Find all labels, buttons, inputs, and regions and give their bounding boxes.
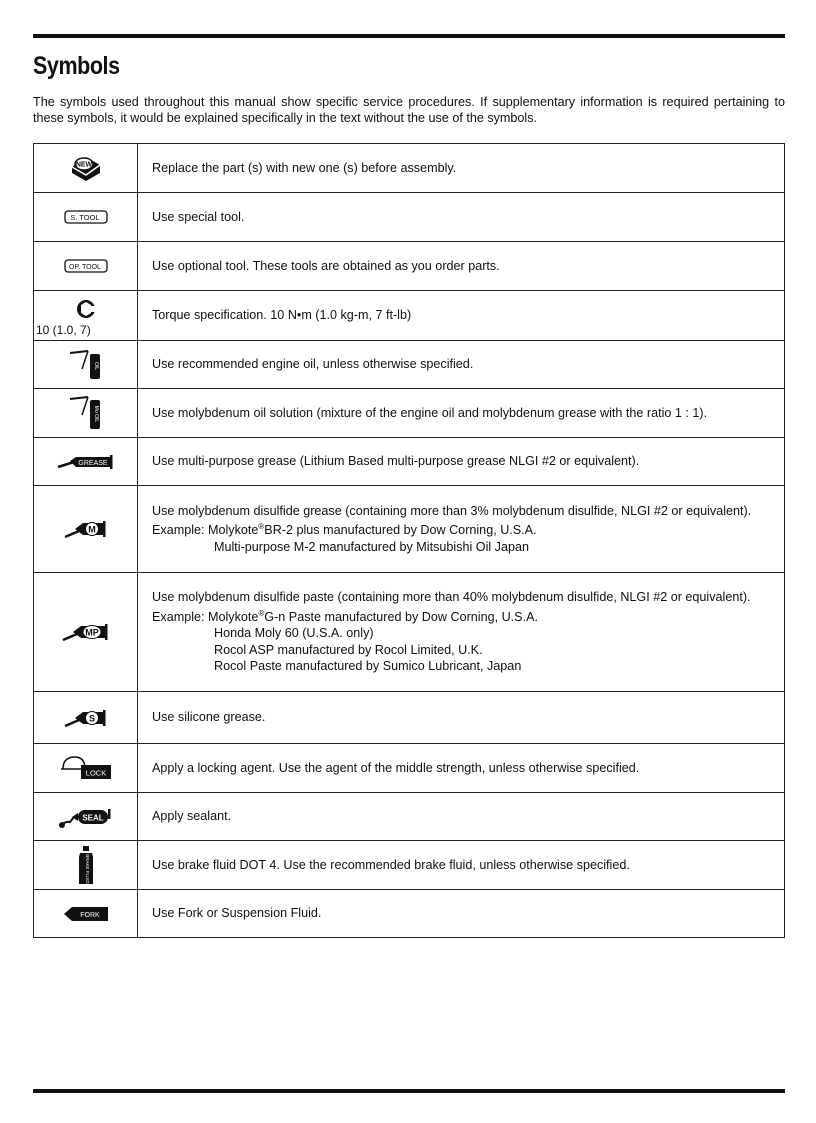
table-row [34, 890, 785, 938]
grease-icon [56, 452, 116, 472]
icon-cell [34, 193, 138, 242]
intro-paragraph: The symbols used throughout this manual show specific service procedures. If supplementary information is required pertaining to these symbols, it would be explained specifically in the text without the use of the symbols. [33, 95, 785, 125]
icon-cell [34, 692, 138, 744]
description-cell: Use molybdenum disulfide grease (containing more than 3% molybdenum disulfide, NLGI #2 or equivalent). Example: Molykote®BR-2 plus manufactured by Dow Corning, U.S.A. Multi-purpose M-2 manufactured by Mitsubishi Oil Japan [138, 486, 785, 573]
svg-text:SEAL: SEAL [81, 813, 104, 822]
engine-oil-icon [68, 349, 104, 381]
symbols-table [33, 143, 785, 938]
svg-text:Mo OIL: Mo OIL [92, 405, 99, 423]
torque-wrench-icon [75, 297, 97, 321]
svg-text:LOCK: LOCK [85, 768, 106, 778]
special-tool-icon [64, 210, 108, 224]
svg-text:NEW: NEW [75, 161, 92, 169]
sealant-icon [58, 805, 114, 829]
icon-cell [34, 890, 138, 938]
icon-cell [34, 573, 138, 692]
moly-grease-icon [63, 517, 109, 541]
fork-fluid-icon [62, 904, 110, 924]
svg-text:OIL: OIL [92, 361, 99, 370]
icon-cell [34, 438, 138, 486]
top-rule [33, 34, 785, 38]
bottom-rule [33, 1089, 785, 1093]
icon-cell [34, 242, 138, 291]
table-row [34, 793, 785, 841]
new-part-icon [69, 153, 103, 183]
locking-agent-icon [59, 755, 113, 781]
icon-cell [34, 144, 138, 193]
svg-text:OP. TOOL: OP. TOOL [68, 264, 101, 272]
svg-text:MP: MP [84, 627, 99, 638]
optional-tool-icon [64, 259, 108, 273]
table-row [34, 573, 785, 692]
icon-cell [34, 291, 138, 341]
silicone-grease-icon [63, 706, 109, 730]
table-row [34, 486, 785, 573]
svg-text:FORK: FORK [79, 911, 100, 919]
description-cell: Use recommended engine oil, unless otherwise specified. [138, 341, 785, 389]
icon-cell [34, 486, 138, 573]
icon-cell [34, 744, 138, 793]
icon-cell [34, 341, 138, 389]
table-row [34, 841, 785, 890]
description-cell: Replace the part (s) with new one (s) before assembly. [138, 144, 785, 193]
description-cell: Use optional tool. These tools are obtained as you order parts. [138, 242, 785, 291]
svg-text:GREASE: GREASE [77, 459, 108, 467]
description-cell: Use brake fluid DOT 4. Use the recommended brake fluid, unless otherwise specified. [138, 841, 785, 890]
table-row [34, 389, 785, 438]
description-cell: Use silicone grease. [138, 692, 785, 744]
table-row [34, 193, 785, 242]
description-cell: Torque specification. 10 N•m (1.0 kg-m, 7 ft-lb) [138, 291, 785, 341]
description-cell: Use multi-purpose grease (Lithium Based multi-purpose grease NLGI #2 or equivalent). [138, 438, 785, 486]
moly-oil-icon [68, 395, 104, 431]
table-row [34, 291, 785, 341]
table-row [34, 144, 785, 193]
table-row [34, 341, 785, 389]
brake-fluid-icon [77, 845, 95, 885]
description-cell: Apply sealant. [138, 793, 785, 841]
icon-cell [34, 841, 138, 890]
description-cell: Use molybdenum oil solution (mixture of the engine oil and molybdenum grease with the ratio 1 : 1). [138, 389, 785, 438]
icon-cell [34, 389, 138, 438]
svg-text:S: S [88, 713, 95, 723]
description-cell: Use special tool. [138, 193, 785, 242]
description-cell: Use molybdenum disulfide paste (containing more than 40% molybdenum disulfide, NLGI #2 or equivalent). Example: Molykote®G-n Paste manufactured by Dow Corning, U.S.A. Honda Moly 60 (U.S.A. only) Rocol ASP manufactured by Rocol Limited, U.K. Rocol Paste manufactured by Sumico Lubricant, Japan [138, 573, 785, 692]
description-cell: Apply a locking agent. Use the agent of the middle strength, unless otherwise specified. [138, 744, 785, 793]
table-row [34, 242, 785, 291]
svg-text:BRAKE FLUID: BRAKE FLUID [84, 854, 90, 884]
icon-cell [34, 793, 138, 841]
description-cell: Use Fork or Suspension Fluid. [138, 890, 785, 938]
table-row [34, 744, 785, 793]
torque-value-label: 10 (1.0, 7) [36, 322, 91, 337]
table-row [34, 692, 785, 744]
table-row [34, 438, 785, 486]
svg-text:S. TOOL: S. TOOL [69, 213, 100, 223]
svg-text:M: M [87, 524, 96, 535]
moly-paste-icon [61, 620, 111, 644]
page-title: Symbols [33, 52, 120, 80]
